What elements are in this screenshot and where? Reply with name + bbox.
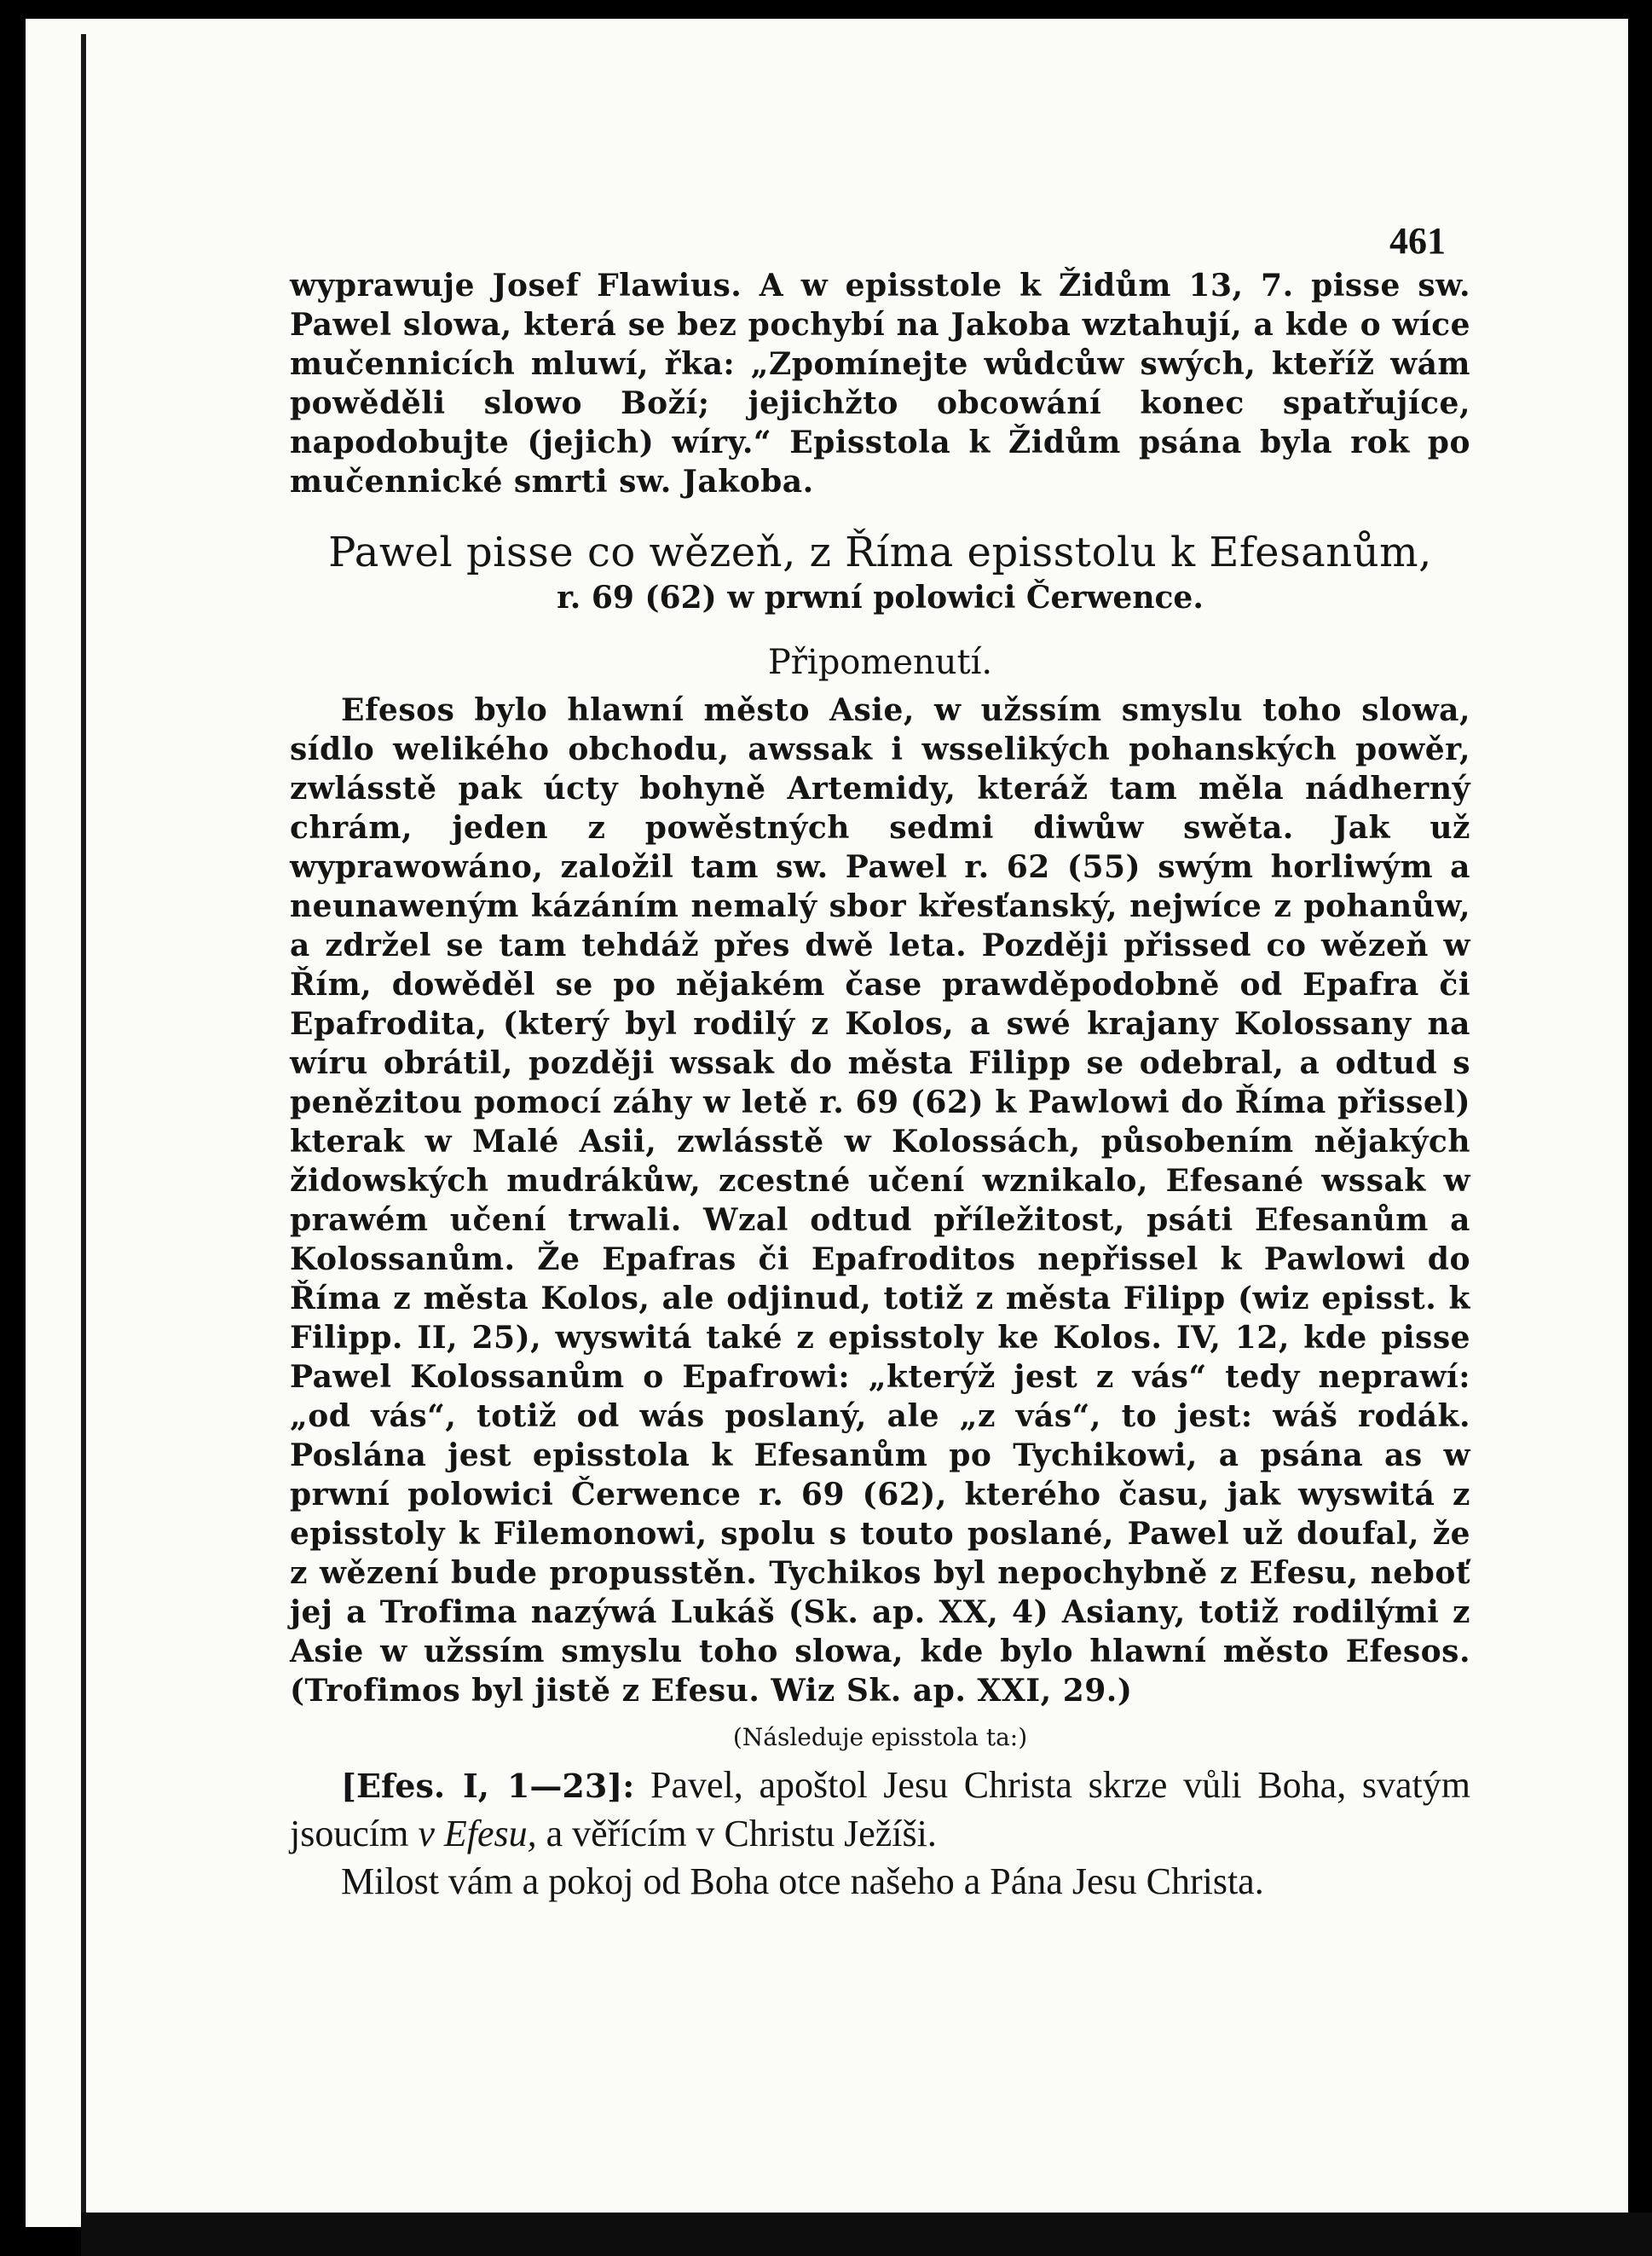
page-number: 461 bbox=[1389, 220, 1446, 262]
follow-note: (Následuje episstola ta:) bbox=[732, 1723, 1028, 1751]
scan-edge-bottom bbox=[81, 2213, 1652, 2256]
scan-edge-left bbox=[81, 34, 86, 2234]
scripture-reference: [Efes. I, 1—23]: bbox=[341, 1767, 635, 1805]
verse-1-part-a: Pavel, apoštol Jesu Christa skrze vůli Boha, svatým jsoucím bbox=[290, 1764, 1471, 1854]
intro-paragraph: wyprawuje Josef Flawius. A w episstole k Židům 13, 7. pisse sw. Pawel slowa, která se bez pochybí na Jakoba wztahují, a kde o wíce mučennicích mluwí, řka: „Zpomínejte wůdcůw swých, kteříž wám powěděli slowo Boží; jejichžto obcowání konec spatřujíce, napodobujte (jejich) wíry.“ Episstola k Židům psána byla rok po mučennické smrti sw. Jakoba. bbox=[290, 268, 1470, 500]
verse-1-place: v Efesu, bbox=[418, 1813, 537, 1854]
verse-1-part-b: a věřícím v Christu Ježíši. bbox=[546, 1813, 937, 1854]
scripture-verse-1 bbox=[290, 1761, 1470, 1858]
note-title: Připomenutí. bbox=[767, 643, 993, 682]
page-content bbox=[290, 198, 1470, 1906]
section-heading: Pawel pisse co wězeň, z Říma episstolu k Efesanům, bbox=[328, 529, 1432, 576]
body-paragraph: Efesos bylo hlawní město Asie, w užssím smyslu toho slowa, sídlo welikého obchodu, awssak i wsselikých pohanských powěr, zwlásstě pak úcty bohyně Artemidy, kteráž tam měla nádherný chrám, jeden z powěstných sedmi diwůw swěta. Jak už wyprawowáno, založil tam sw. Pawel r. 62 (55) swým horliwým a neunaweným kázáním nemalý sbor křesťanský, nejwíce z pohanůw, a zdržel se tam tehdáž přes dwě leta. Později přissed co wězeň w Řím, dowěděl se po nějakém čase prawděpodobně od Epafra či Epafrodita, (který byl rodilý z Kolos, a swé krajany Kolossany na wíru obrátil, později wssak do města Filipp se odebral, a odtud s penězitou pomocí záhy w letě r. 69 (62) k Pawlowi do Říma přissel) kterak w Malé Asii, zwlásstě w Kolossách, působením nějakých židowských mudrákůw, zcestné učení wznikalo, Efesané wssak w prawém učení trwali. Wzal odtud příležitost, psáti Efesanům a Kolossanům. Že Epafras či Epafroditos nepřissel k Pawlowi do Říma z města Kolos, ale odjinud, totiž z města Filipp (wiz episst. k Filipp. II, 25), wyswitá také z episstoly ke Kolos. IV, 12, kde pisse Pawel Kolossanům o Epafrowi: „kterýž jest z vás“ tedy neprawí: „od vás“, totiž od wás poslaný, ale „z vás“, to jest: wáš rodák. Poslána jest episstola k Efesanům po Tychikowi, a psána as w prwní polowici Čerwence r. 69 (62), kterého času, jak wyswitá z episstoly k Filemonowi, spolu s touto poslané, Pawel už doufal, že z wězení bude propusstěn. Tychikos byl nepochybně z Efesu, neboť jej a Trofima nazýwá Lukáš (Sk. ap. XX, 4) Asiany, totiž rodilými z Asie w užssím smyslu toho slowa, kde bylo hlawní město Efesos. (Trofimos byl jistě z Efesu. Wiz Sk. ap. XXI, 29.) bbox=[290, 692, 1470, 1709]
scripture-verse-2: Milost vám a pokoj od Boha otce našeho a Pána Jesu Christa. bbox=[341, 1860, 1264, 1902]
book-page bbox=[26, 19, 1628, 2227]
section-subheading: r. 69 (62) w prwní polowici Čerwence. bbox=[557, 580, 1204, 616]
